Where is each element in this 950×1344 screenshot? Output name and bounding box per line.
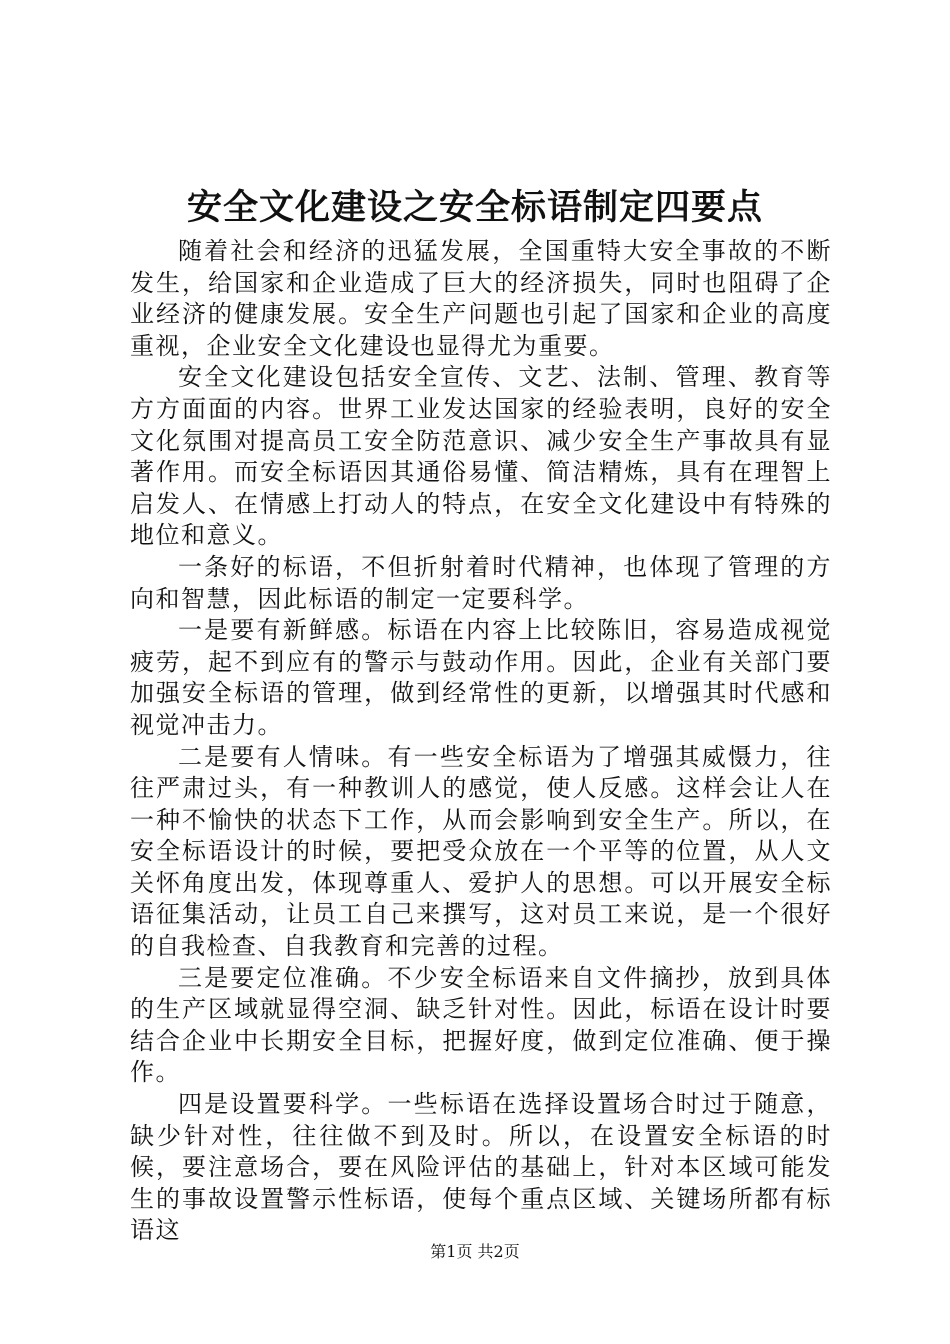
paragraph-7: 四是设置要科学。一些标语在选择设置场合时过于随意，缺少针对性，往往做不到及时。所以，在设置安全标语的时候，要注意场合，要在风险评估的基础上，针对本区域可能发生的事故设置警示性标语，使每个重点区域、关键场所都有标语这 (130, 1090, 832, 1245)
paragraph-1: 随着社会和经济的迅猛发展，全国重特大安全事故的不断发生，给国家和企业造成了巨大的经济损失，同时也阻碍了企业经济的健康发展。安全生产问题也引起了国家和企业的高度重视，企业安全文化建设也显得尤为重要。 (130, 237, 832, 360)
paragraph-6: 三是要定位准确。不少安全标语来自文件摘抄，放到具体的生产区域就显得空洞、缺乏针对性。因此，标语在设计时要结合企业中长期安全目标，把握好度，做到定位准确、便于操作。 (130, 963, 832, 1087)
document-body (130, 236, 832, 1247)
page-number-footer: 第1页 共2页 (430, 1242, 520, 1261)
paragraph-5: 二是要有人情味。有一些安全标语为了增强其威慑力，往往严肃过头，有一种教训人的感觉，使人反感。这样会让人在一种不愉快的状态下工作，从而会影响到安全生产。所以，在安全标语设计的时候，要把受众放在一个平等的位置，从人文关怀角度出发，体现尊重人、爱护人的思想。可以开展安全标语征集活动，让员工自己来撰写，这对员工来说，是一个很好的自我检查、自我教育和完善的过程。 (130, 742, 832, 961)
paragraph-2: 安全文化建设包括安全宣传、文艺、法制、管理、教育等方方面面的内容。世界工业发达国家的经验表明，良好的安全文化氛围对提高员工安全防范意识、减少安全生产事故具有显著作用。而安全标语因其通俗易懂、简洁精炼，具有在理智上启发人、在情感上打动人的特点，在安全文化建设中有特殊的地位和意义。 (130, 363, 832, 550)
document-title: 安全文化建设之安全标语制定四要点 (186, 187, 763, 228)
paragraph-3: 一条好的标语，不但折射着时代精神，也体现了管理的方向和智慧，因此标语的制定一定要科学。 (130, 552, 832, 613)
paragraph-4: 一是要有新鲜感。标语在内容上比较陈旧，容易造成视觉疲劳，起不到应有的警示与鼓动作用。因此，企业有关部门要加强安全标语的管理，做到经常性的更新，以增强其时代感和视觉冲击力。 (130, 616, 832, 739)
